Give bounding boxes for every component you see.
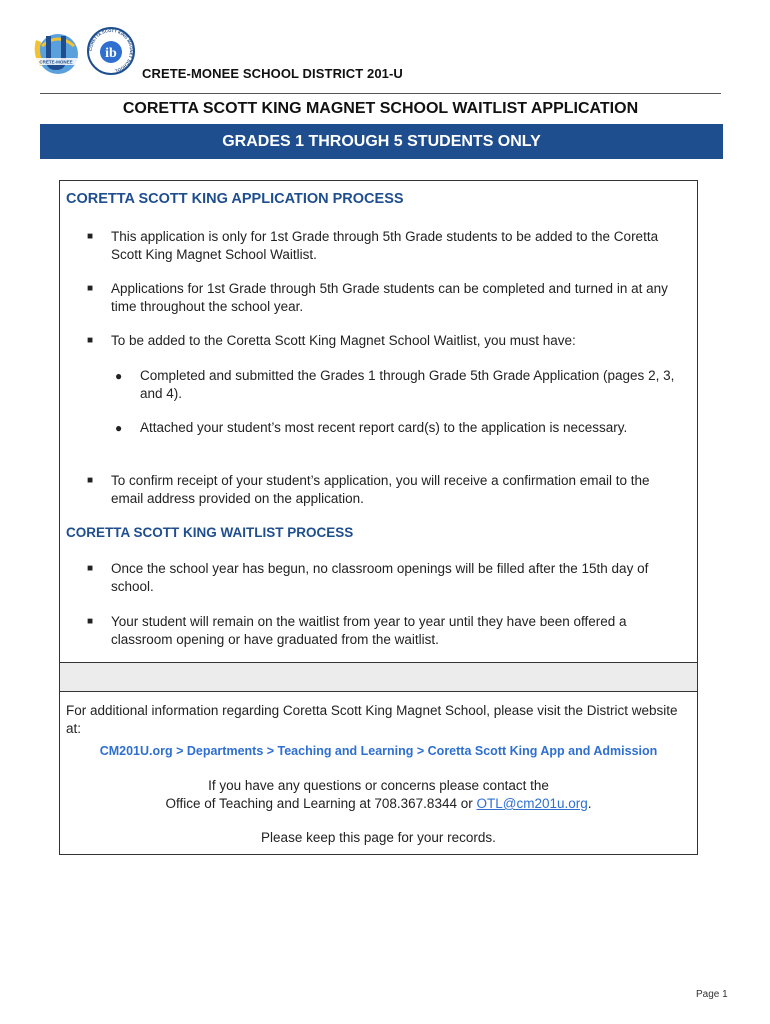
logo-cu-text: CRETE-MONEE	[39, 59, 73, 65]
list-item: ■ Applications for 1st Grade through 5th Grade students can be completed and turned in at any time throughout the school year.	[87, 281, 668, 314]
page-number: Page 1	[696, 989, 728, 1000]
info-box	[59, 180, 698, 855]
application-process-heading: CORETTA SCOTT KING APPLICATION PROCESS	[66, 191, 404, 207]
contact-line-1: If you have any questions or concerns please contact the	[208, 778, 549, 793]
square-bullet-icon: ■	[87, 563, 94, 574]
grades-banner: GRADES 1 THROUGH 5 STUDENTS ONLY	[40, 124, 723, 159]
list-item: ■ To be added to the Coretta Scott King Magnet School Waitlist, you must have:	[87, 333, 576, 348]
logo-ib-letters: ib	[105, 46, 117, 61]
process-section	[60, 181, 697, 662]
page-title: CORETTA SCOTT KING MAGNET SCHOOL WAITLIST APPLICATION	[122, 100, 639, 117]
list-item: ■ This application is only for 1st Grade through 5th Grade students to be added to the Coretta Scott King Magnet School Waitlist.	[87, 229, 659, 262]
contact-block	[60, 777, 697, 813]
square-bullet-icon: ■	[87, 475, 94, 486]
square-bullet-icon: ■	[87, 335, 94, 346]
logos	[28, 24, 143, 80]
sub-list-item: ● Attached your student’s most recent report card(s) to the application is necessary.	[115, 420, 628, 435]
square-bullet-icon: ■	[87, 616, 94, 627]
records-note: Please keep this page for your records.	[261, 830, 496, 845]
list-item: ■ Once the school year has begun, no classroom openings will be filled after the 15th day of school.	[87, 561, 649, 594]
dot-bullet-icon: ●	[115, 369, 123, 383]
square-bullet-icon: ■	[87, 283, 94, 294]
csk-ib-logo	[86, 26, 136, 76]
list-item: ■ Your student will remain on the waitlist from year to year until they have been offered a classroom opening or have graduated from the waitlist.	[87, 614, 627, 647]
waitlist-process-heading: CORETTA SCOTT KING WAITLIST PROCESS	[66, 525, 354, 540]
section-separator-band	[60, 662, 697, 692]
square-bullet-icon: ■	[87, 231, 94, 242]
list-item: ■ To confirm receipt of your student’s application, you will receive a confirmation email to the email address provided on the application.	[87, 473, 650, 506]
sub-list-item: ● Completed and submitted the Grades 1 through Grade 5th Grade Application (pages 2, 3, and 4).	[115, 368, 675, 401]
contact-email-link[interactable]: OTL@cm201u.org	[476, 796, 588, 811]
header-divider	[40, 93, 721, 94]
website-breadcrumb: CM201U.org > Departments > Teaching and Learning > Coretta Scott King App and Admission	[99, 744, 658, 758]
logo-ib-ring-text: CORETTA SCOTT KING MAGNET SCHOOL	[87, 27, 135, 74]
crete-monee-cu-logo	[28, 24, 84, 80]
dot-bullet-icon: ●	[115, 421, 123, 435]
district-name: CRETE-MONEE SCHOOL DISTRICT 201-U	[142, 66, 403, 81]
additional-info-text: For additional information regarding Coretta Scott King Magnet School, please visit the District website at:	[66, 703, 678, 736]
contact-line-2: Office of Teaching and Learning at 708.367.8344 or OTL@cm201u.org.	[165, 796, 592, 811]
